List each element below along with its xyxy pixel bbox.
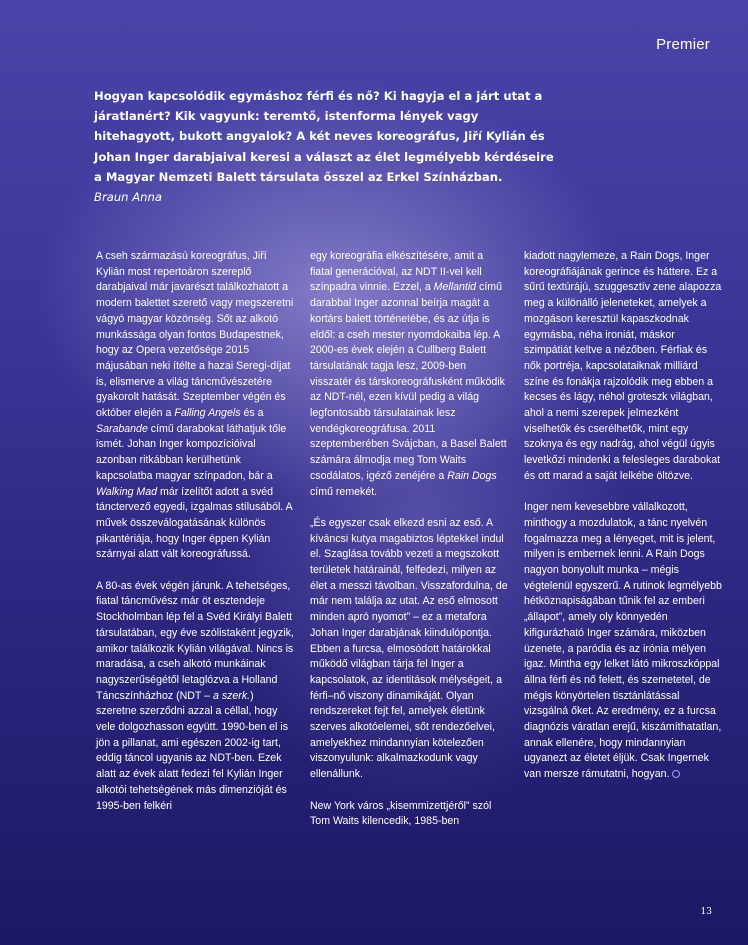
end-of-article-icon [672,770,680,778]
article-columns [96,249,726,830]
paragraph: „És egyszer csak elkezd esni az eső. A kíváncsi kutya magabiztos léptekkel indul el. Szaglása tovább vezeti a megszokott területek határainál, felfedezi, milyen az élet a messzi távolban. Visszafordulna, de már nem találja az utat. Az eső elmosott minden apró nyomot” – ez a metafora Johan Inger darabjának kiindulópontja. Ebben a furcsa, elmosódott határokkal működő világban tárja fel Inger a kapcsolatok, az identitások mélységeit, a férfi–nő viszony dinamikáját. Olyan rendszereket fejt fel, amelyek életünk szerves alkotóelemei, sőt rendezőelvei, amelyekhez mindannyian kötelezően viszonyulunk: alkalmazkodunk vagy ellenállunk. [310,516,508,781]
lead-text: Hogyan kapcsolódik egymáshoz férfi és nő? Ki hagyja el a járt utat a járatlanért? Kik vagyunk: teremtő, istenforma lények vagy hitehagyott, bukott angyalok? A két neves koreográfus, Jiří Kylián és Johan Inger darabjaival keresi a választ az élet legmélyebb kérdéseire a Magyar Nemzeti Balett társulata ősszel az Erkel Színházban. [94,89,554,184]
column-3 [524,249,722,830]
paragraph: kiadott nagylemeze, a Rain Dogs, Inger koreográfiájának gerince és háttere. Ez a sűrű textúrájú, szuggesztív zene alapozza meg a különálló jeleneteket, amelyek a mozgáson keresztül kapaszkodnak egymásba, néha ironiát, máskor szimpátiát keltve a nézőben. Férfiak és nők portréja, kapcsolataiknak milliárd színe és fonákja rajzolódik meg ebben a kecses és lágy, néhol groteszk világban, ahol a nemi szerepek jelmezként viselhetők és cserélhetők, mint egy szoknya és egy nadrág, ahol végül úgyis levetkőzi mindenki a felesleges darabokat és ott marad a saját lelkébe öltözve. [524,250,722,482]
author-byline: Braun Anna [94,190,162,205]
page-number: 13 [700,907,712,917]
paragraph: A 80-as évek végén járunk. A tehetséges, fiatal táncművész már öt esztendeje Stockholmban lép fel a Svéd Királyi Balett társulatában, egy éve szólistaként jegyzik, amikor találkozik Kylián világával. Nincs is maradása, a cseh alkotó munkáinak nagyszerűségétől letaglózva a Holland Táncszínházhoz (NDT – a szerk.) szeretne szerződni azzal a céllal, hogy vele dolgozhasson együtt. 1990-ben el is jön a pillanat, ami egészen 2002-ig tart, eddig táncol ugyanis az NDT-ben. Ezek alatt az évek alatt fedezi fel Kylián Inger alkotói tehetségének más dimenzióját és 1995-ben felkéri [96,579,294,812]
lead-paragraph [94,86,554,207]
section-label: Premier [656,36,710,53]
column-1 [96,249,294,830]
paragraph: New York város „kisemmizettjéről” szól Tom Waits kilencedik, 1985-ben [310,799,492,828]
column-2 [310,249,508,830]
paragraph: egy koreográfia elkészítésére, amit a fiatal generációval, az NDT II-vel kell színpadra vinnie. Ezzel, a Mellantid című darabbal Inger azonnal beírja magát a kortárs balett történetébe, és az útja is eldől: a cseh mester nyomdokaiba lép. A 2000-es évek elején a Cullberg Balett társulatának tagja lesz, 2009-ben visszatér és társkoreográfusként működik az NDT-nél, ezen kívül pedig a világ legfontosabb társulatainak lesz vendégkoreográfusa. 2011 szeptemberében Svájcban, a Basel Balett számára álmodja meg Tom Waits csodálatos, igéző zenéjére a Rain Dogs című remekét. [310,250,507,498]
paragraph: Inger nem kevesebbre vállalkozott, minthogy a mozdulatok, a tánc nyelvén fogalmazza meg a lényeget, mit is jelent, milyen is embernek lenni. A Rain Dogs nagyon bonyolult munka – mégis végtelenül egyszerű. A rutinok legmélyebb hétköznapiságában tűnik fel az emberi „állapot”, amely oly könnyedén kifigurázható Inger számára, miközben üzenete, a paródia és az irónia mélyen igaz. Mintha egy lelket látó mikroszkóppal állna férfi és nő felett, és szemetetel, de mégis könyörtelen tisztánlátással vizsgálná őket. Az eredmény, ez a furcsa diagnózis váratlan erejű, kiszámíthatatlan, annak ellenére, hogy mindannyian ugyanezt az életet éljük. Csak Ingernek van mersze rámutatni, hogyan. [524,501,722,781]
paragraph: A cseh származású koreográfus, Jiří Kylián most repertoáron szereplő darabjaival már javarészt találkozhatott a modern balettet szerető vagy megszeretni vágyó magyar közönség. Sőt az alkotó munkássága olyan fontos Budapestnek, hogy az Opera vezetősége 2015 májusában neki ítélte a hazai Seregi-díjat is, elismerve a világ táncművészetére gyakorolt hatását. Szeptember végén és október elején a Falling Angels és a Sarabande című darabokat láthatjuk tőle ismét. Johan Inger kompozícióival azonban ritkábban kerülhetünk kapcsolatba magyar színpadon, bár a Walking Mad már ízelítőt adott a svéd tánctervező egyedi, izgalmas stílusából. A művek összeválogatásának különös pikantériája, hogy Inger éppen Kylián szárnyai alatt vált koreográfussá. [96,250,294,561]
